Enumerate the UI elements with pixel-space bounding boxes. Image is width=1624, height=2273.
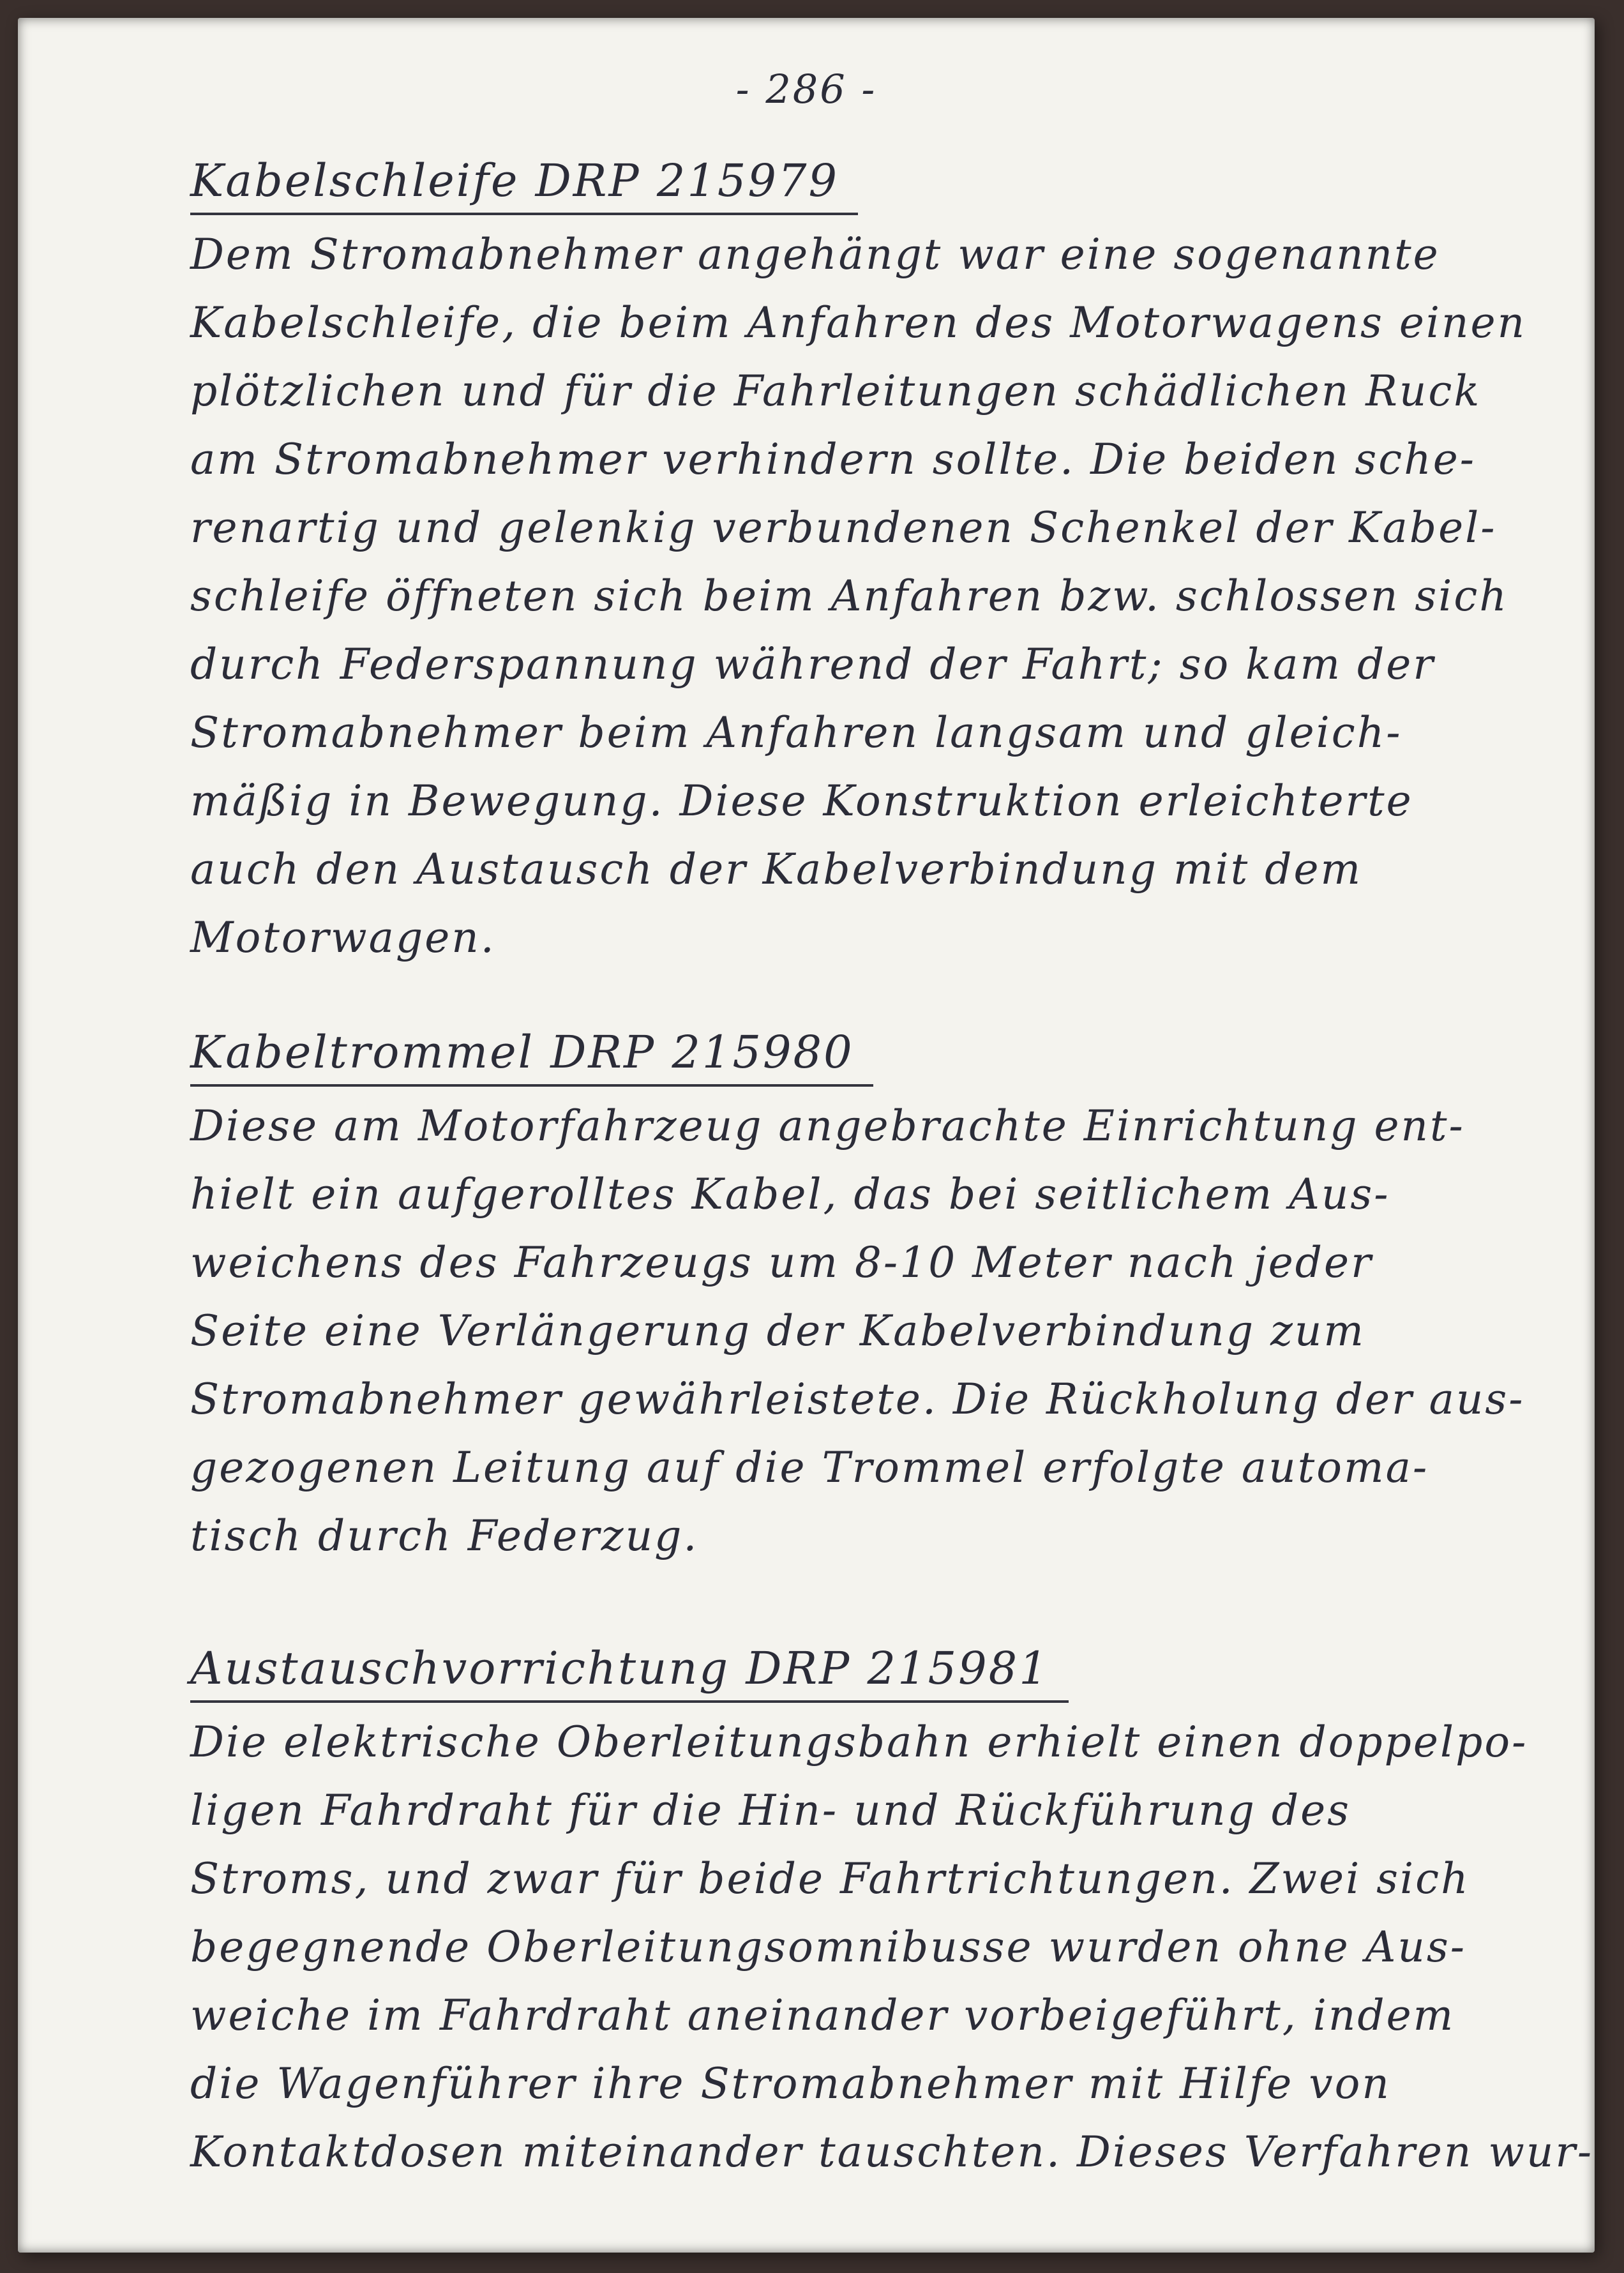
text-line: gezogenen Leitung auf die Trommel erfolgte automa- xyxy=(190,1443,1429,1492)
section-heading: Austauschvorrichtung DRP 215981 xyxy=(190,1636,1069,1703)
text-line: Kabelschleife, die beim Anfahren des Motorwagens einen xyxy=(190,298,1527,347)
text-line: Die elektrische Oberleitungsbahn erhielt einen doppelpo- xyxy=(190,1718,1528,1767)
text-line: Stromabnehmer beim Anfahren langsam und gleich- xyxy=(190,708,1402,757)
text-line: Dem Stromabnehmer angehängt war eine sogenannte xyxy=(190,230,1440,279)
section-kabeltrommel xyxy=(190,1020,1582,1570)
section-heading: Kabelschleife DRP 215979 xyxy=(190,149,858,215)
section-heading: Kabeltrommel DRP 215980 xyxy=(190,1020,873,1087)
text-line: durch Federspannung während der Fahrt; so kam der xyxy=(190,640,1435,689)
text-line: die Wagenführer ihre Stromabnehmer mit Hilfe von xyxy=(190,2059,1391,2108)
text-line: Seite eine Verlängerung der Kabelverbindung zum xyxy=(190,1306,1365,1355)
text-line: begegnende Oberleitungsomnibusse wurden ohne Aus- xyxy=(190,1922,1467,1972)
section-body xyxy=(190,1092,1582,1570)
text-line: weichens des Fahrzeugs um 8-10 Meter nach jeder xyxy=(190,1238,1373,1287)
text-line: plötzlichen und für die Fahrleitungen schädlichen Ruck xyxy=(190,366,1482,416)
text-line: hielt ein aufgerolltes Kabel, das bei seitlichem Aus- xyxy=(190,1170,1390,1219)
text-line: Kontaktdosen miteinander tauschten. Dieses Verfahren wur- xyxy=(190,2127,1594,2177)
text-line: renartig und gelenkig verbundenen Schenkel der Kabel- xyxy=(190,503,1497,552)
manuscript-page xyxy=(18,18,1595,2253)
section-kabelschleife xyxy=(190,149,1582,972)
text-line: ligen Fahrdraht für die Hin- und Rückführung des xyxy=(190,1786,1351,1835)
text-line: schleife öffneten sich beim Anfahren bzw. schlossen sich xyxy=(190,571,1508,621)
section-body xyxy=(190,220,1582,972)
text-line: Diese am Motorfahrzeug angebrachte Einrichtung ent- xyxy=(190,1101,1465,1151)
text-line: Motorwagen. xyxy=(190,913,496,962)
page-number: - 286 - xyxy=(735,66,877,112)
text-line: auch den Austausch der Kabelverbindung mit dem xyxy=(190,845,1363,894)
text-line: Stroms, und zwar für beide Fahrtrichtungen. Zwei sich xyxy=(190,1854,1470,1903)
text-line: mäßig in Bewegung. Diese Konstruktion erleichterte xyxy=(190,776,1413,826)
text-line: am Stromabnehmer verhindern sollte. Die beiden sche- xyxy=(190,435,1477,484)
section-body xyxy=(190,1708,1594,2186)
section-austauschvorrichtung xyxy=(190,1636,1594,2186)
text-line: tisch durch Federzug. xyxy=(190,1511,699,1560)
text-line: Stromabnehmer gewährleistete. Die Rückholung der aus- xyxy=(190,1375,1525,1424)
text-line: weiche im Fahrdraht aneinander vorbeigeführt, indem xyxy=(190,1991,1455,2040)
